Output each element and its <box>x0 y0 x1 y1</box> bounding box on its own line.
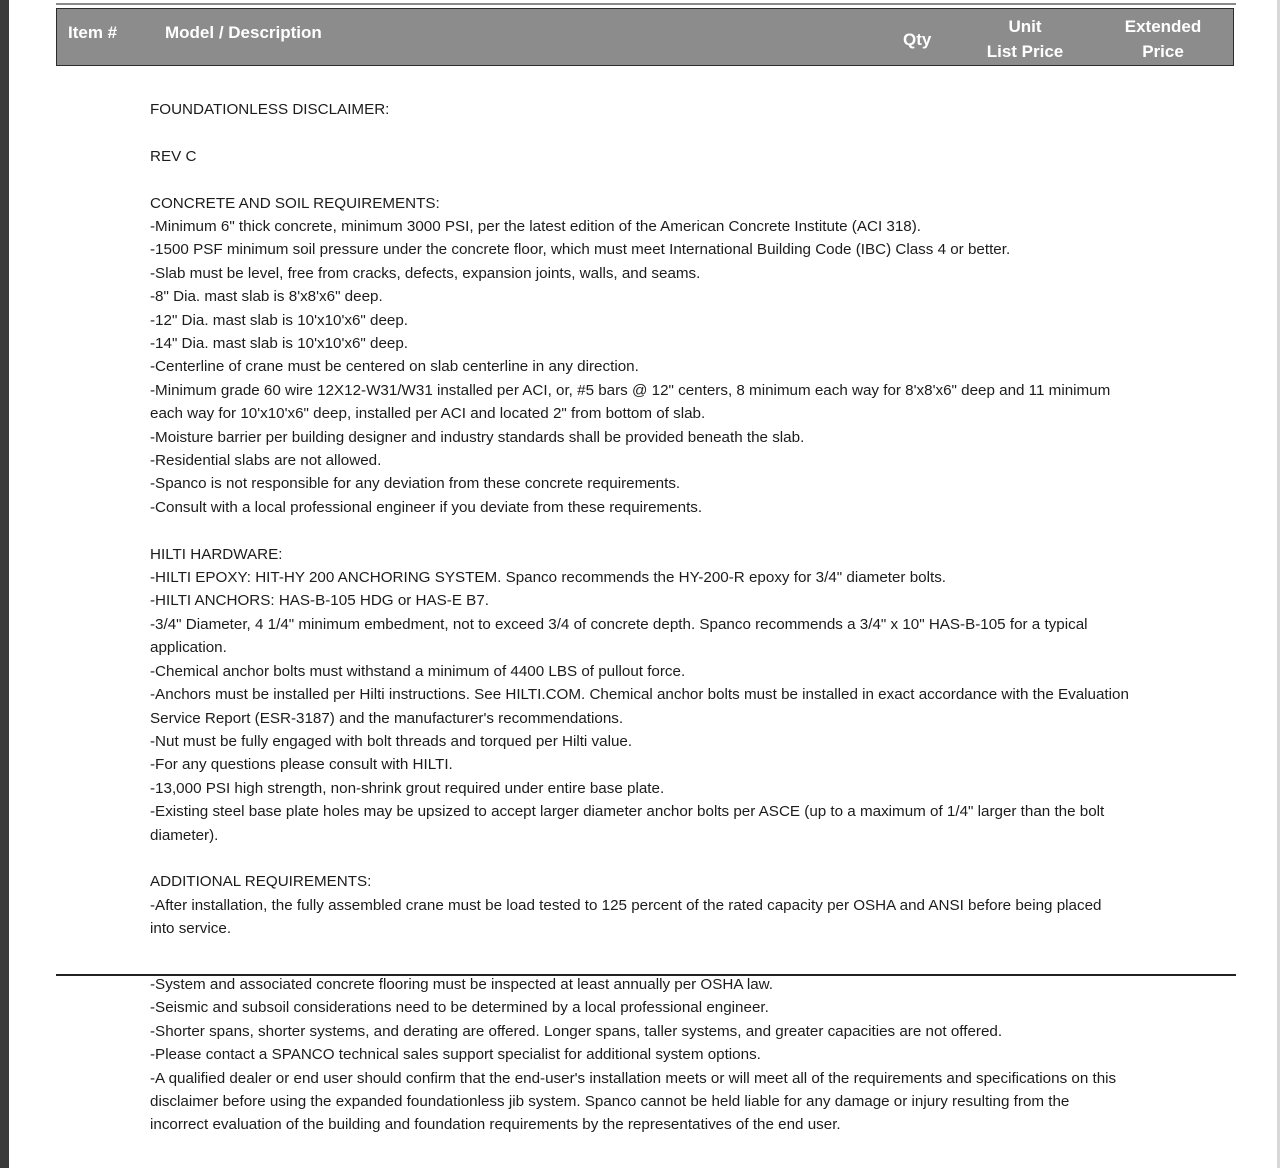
hilti-line: -3/4" Diameter, 4 1/4" minimum embedment, not to exceed 3/4 of concrete depth. Spanco recommends a 3/4" x 10" HAS-B-105 for a typical application. <box>150 615 1088 657</box>
additional-line: -After installation, the fully assembled crane must be load tested to 125 percent of the rated capacity per OSHA and ANSI before being placed into service. <box>150 896 1102 938</box>
viewer-left-edge <box>0 0 9 1168</box>
hilti-line: -Existing steel base plate holes may be upsized to accept larger diameter anchor bolts per ASCE (up to a maximum of 1/4" larger than the bolt diameter). <box>150 803 1105 844</box>
header-item-number: Item # <box>68 23 118 42</box>
revision-label: REV C <box>150 147 197 165</box>
header-unit-line2: List Price <box>986 42 1064 61</box>
additional-heading: ADDITIONAL REQUIREMENTS: <box>150 873 372 891</box>
header-unit-line1: Unit <box>1008 17 1042 36</box>
concrete-line: -Slab must be level, free from cracks, defects, expansion joints, walls, and seams. <box>150 264 701 282</box>
header-ext-line1: Extended <box>1124 17 1202 36</box>
hilti-line: -HILTI EPOXY: HIT-HY 200 ANCHORING SYSTEM. Spanco recommends the HY-200-R epoxy for 3/4" diameter bolts. <box>150 569 947 587</box>
header-extended-price <box>1113 14 1213 64</box>
disclaimer-title: FOUNDATIONLESS DISCLAIMER: <box>150 101 390 118</box>
additional-line: -Please contact a SPANCO technical sales support specialist for additional system options. <box>150 1046 761 1064</box>
disclaimer-body <box>150 98 1130 964</box>
hilti-line: -Chemical anchor bolts must withstand a minimum of 4400 LBS of pullout force. <box>150 662 686 680</box>
concrete-line: -Minimum grade 60 wire 12X12-W31/W31 installed per ACI, or, #5 bars @ 12" centers, 8 minimum each way for 8'x8'x6" deep and 11 minimum each way for 10'x10'x6" deep, installed per ACI and located 2" from bottom of slab. <box>150 381 1111 423</box>
concrete-line: -Consult with a local professional engineer if you deviate from these requirements. <box>150 498 703 516</box>
concrete-line: -Moisture barrier per building designer and industry standards shall be provided beneath the slab. <box>150 428 805 446</box>
concrete-line: -Residential slabs are not allowed. <box>150 452 382 470</box>
header-unit-list-price <box>975 14 1075 64</box>
header-model-description: Model / Description <box>165 23 322 42</box>
hilti-line: -HILTI ANCHORS: HAS-B-105 HDG or HAS-E B7. <box>150 592 489 610</box>
concrete-line: -1500 PSF minimum soil pressure under the concrete floor, which must meet International Building Code (IBC) Class 4 or better. <box>150 241 1011 259</box>
concrete-heading: CONCRETE AND SOIL REQUIREMENTS: <box>150 194 440 212</box>
hilti-line: -13,000 PSI high strength, non-shrink grout required under entire base plate. <box>150 779 665 797</box>
concrete-line: -Centerline of crane must be centered on slab centerline in any direction. <box>150 358 639 376</box>
hilti-line: -Anchors must be installed per Hilti instructions. See HILTI.COM. Chemical anchor bolts must be installed in exact accordance with the Evaluation Service Report (ESR-3187) and the manufacturer's recommendations. <box>150 686 1129 727</box>
additional-line: -System and associated concrete flooring must be inspected at least annually per OSHA law. <box>150 976 774 993</box>
additional-line: -Seismic and subsoil considerations need to be determined by a local professional engineer. <box>150 999 769 1017</box>
concrete-line: -14" Dia. mast slab is 10'x10'x6" deep. <box>150 335 409 353</box>
hilti-line: -For any questions please consult with HILTI. <box>150 756 453 774</box>
hilti-section <box>150 543 1130 847</box>
top-rule <box>56 3 1236 5</box>
table-header <box>56 8 1234 66</box>
concrete-line: -Minimum 6" thick concrete, minimum 3000 PSI, per the latest edition of the American Concrete Institute (ACI 318). <box>150 218 922 235</box>
concrete-line: -Spanco is not responsible for any deviation from these concrete requirements. <box>150 475 681 493</box>
disclaimer-body-continued <box>150 973 1130 1137</box>
additional-section <box>150 870 1130 940</box>
header-ext-line2: Price <box>1142 42 1184 61</box>
hilti-heading: HILTI HARDWARE: <box>150 545 283 563</box>
revision-section <box>150 145 1130 168</box>
disclaimer-title-section <box>150 98 1130 121</box>
additional-line: -A qualified dealer or end user should confirm that the end-user's installation meets or will meet all of the requirements and specifications on this disclaimer before using the expanded foundationless jib system. Spanco cannot be held liable for any damage or injury resulting from the incorrect evaluation of the building and foundation requirements by the representatives of the end user. <box>150 1069 1117 1134</box>
hilti-line: -Nut must be fully engaged with bolt threads and torqued per Hilti value. <box>150 732 633 750</box>
concrete-section <box>150 192 1130 520</box>
header-qty: Qty <box>903 30 932 49</box>
concrete-line: -12" Dia. mast slab is 10'x10'x6" deep. <box>150 311 409 329</box>
concrete-line: -8" Dia. mast slab is 8'x8'x6" deep. <box>150 288 383 306</box>
additional-line: -Shorter spans, shorter systems, and derating are offered. Longer spans, taller systems, and greater capacities are not offered. <box>150 1022 1003 1040</box>
